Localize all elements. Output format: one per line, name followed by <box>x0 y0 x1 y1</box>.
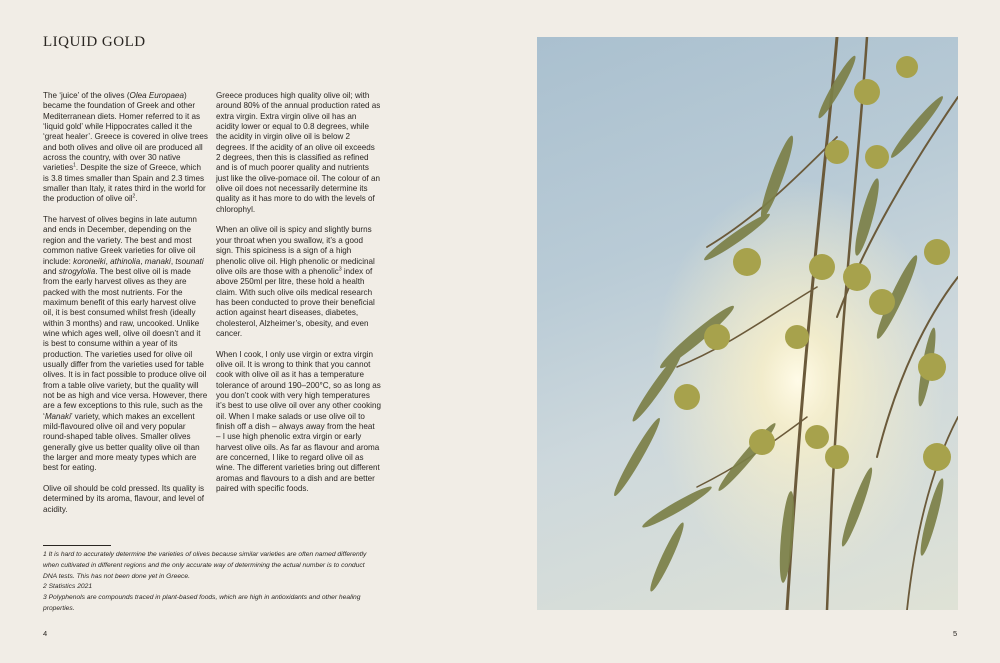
paragraph: When an olive oil is spicy and slightly burns your throat when you swallow, it’s a good sign. This spiciness is a sign of a high phenolic olive oil. High phenolic or medicinal olive oils are those with a phenolic$^3$ index of above 250ml per litre, these hold a health claim. With such olive oils medical research has been conducted to prove their beneficial action against heart diseases, diabetes, cholesterol, Alzheimer’s, obesity, and even cancer. <box>216 225 375 338</box>
page-number-right: 5 <box>953 629 958 638</box>
text-column-1 <box>43 91 208 525</box>
footnotes <box>43 550 378 615</box>
footnote-divider <box>43 545 111 546</box>
paragraph: The ‘juice’ of the olives (Olea Europaea) became the foundation of Greek and other Mediterranean diets. Homer referred to it as ‘liquid gold’ while Hippocrates called it the ‘great healer’. Greece is covered in olive trees and both olives and olive oil are produced all across the country, with over 30 native varieties$^1$. Despite the size of Greece, which is 3.8 times smaller than Spain and 2.3 times smaller than Italy, it rates third in the world for the production of olive oil$^2$. <box>43 91 208 204</box>
page-number-left: 4 <box>43 629 48 638</box>
footnote: 2 Statistics 2021 <box>43 583 93 591</box>
olive-branch-photo <box>537 37 958 610</box>
page-title: LIQUID GOLD <box>43 34 146 50</box>
text-column-2 <box>216 91 381 505</box>
footnote: 1 It is hard to accurately determine the varieties of olives because similar varieties are often named differently when cultivated in different regions and the only accurate way of determining the actual number is to conduct DNA tests. This has not been done yet in Greece. <box>43 551 367 580</box>
olive-branch-illustration <box>537 37 958 610</box>
paragraph: Olive oil should be cold pressed. Its quality is determined by its aroma, flavour, and level of acidity. <box>43 484 205 514</box>
paragraph: Greece produces high quality olive oil; with around 80% of the annual production rated as extra virgin. Extra virgin olive oil has an acidity lower or equal to 0.8 degrees, while the acidity in virgin olive oil is below 2 degrees. If the acidity of an olive oil exceeds 2 degrees, then this is classified as refined and is of much poorer quality and nutrients just like the olive-pomace oil. The colour of an olive oil does not necessarily determine its quality as it has more to do with the levels of chlorophyl. <box>216 91 381 214</box>
footnote: 3 Polyphenols are compounds traced in plant-based foods, which are high in antioxidants and other healing properties. <box>43 594 361 612</box>
paragraph: When I cook, I only use virgin or extra virgin olive oil. It is wrong to think that you cannot cook with olive oil as it has a temperature tolerance of around 190–200°C, so as long as you don’t cook with very high temperatures it’s best to use olive oil over any other cooking oil. When I make salads or use olive oil to finish off a dish – always away from the heat – I use high phenolic extra virgin or early harvest olive oils. As far as flavour and aroma are concerned, I like to regard olive oil as wine. The different varieties bring out different aromas and flavours to a dish and are better paired with specific foods. <box>216 349 381 494</box>
sun-glow <box>537 37 958 610</box>
paragraph: The harvest of olives begins in late autumn and ends in December, depending on the region and the variety. The best and most common native Greek varieties for olive oil include: koroneiki, athinolia, manaki, tsounati and strogylolia. The best olive oil is made from the early harvest olives as they are packed with the most nutrients. For the maximum benefit of this early harvest olive oil, it is best consumed whilst fresh (ideally within 3 months) and raw, uncooked. Unlike wine which ages well, olive oil doesn’t and it is best to consume within a year of its production. The varieties used for olive oil usually differ from the varieties used for table olives. It is in fact possible to produce olive oil from a table olive variety, but the quality will not be as high and vice versa. However, there are a few exceptions to this rule, such as the ‘Manaki’ variety, which makes an excellent mild-flavoured olive oil and very popular round-shaped table olives. Smaller olives generally give us better quality olive oil than the larger and more meaty types which are best for eating. <box>43 215 208 473</box>
